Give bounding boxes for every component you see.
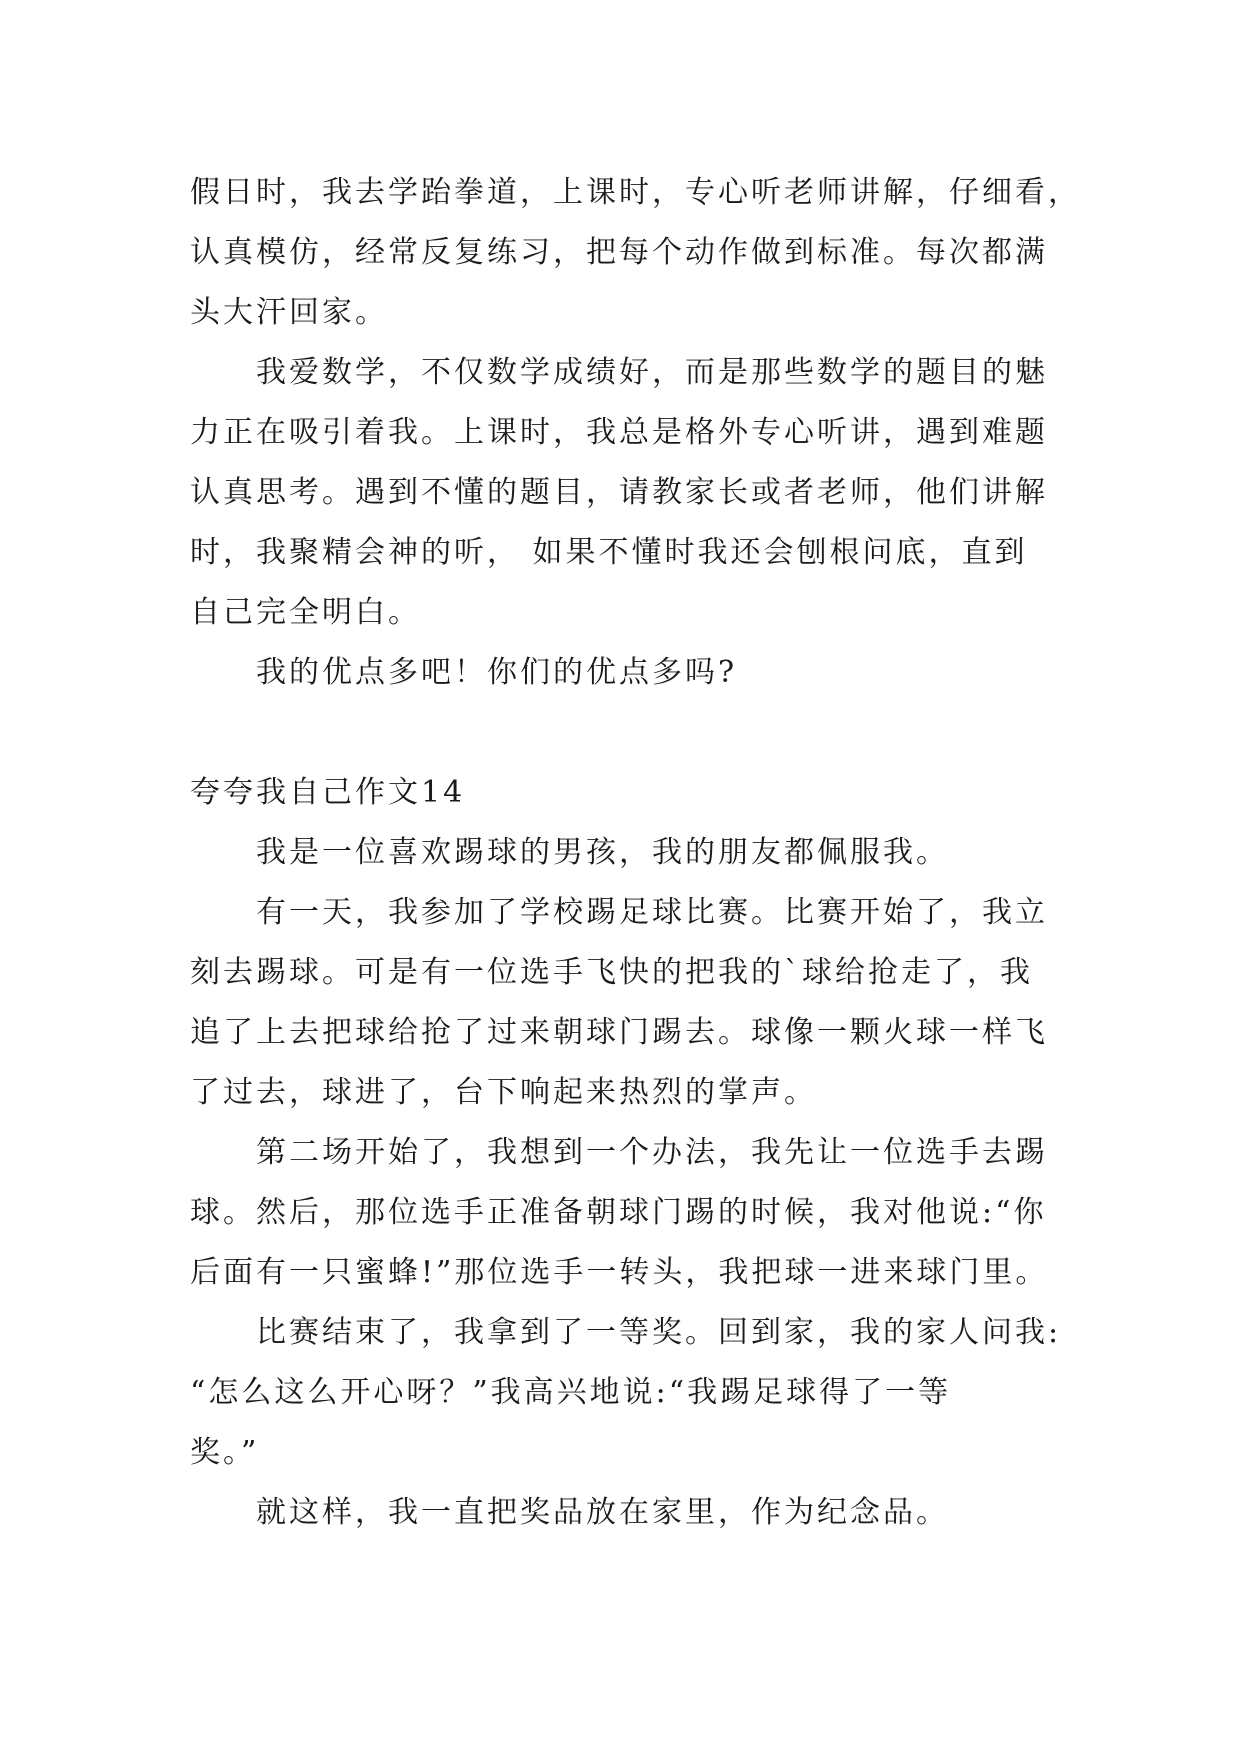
paragraph-line: 奖。”	[190, 1435, 260, 1470]
paragraph-line: 有一天，我参加了学校踢足球比赛。比赛开始了，我立	[256, 895, 1048, 930]
essay-text	[190, 163, 1081, 1543]
paragraph-line: 我的优点多吧！你们的优点多吗?	[256, 655, 738, 690]
paragraph-line: 追了上去把球给抢了过来朝球门踢去。球像一颗火球一样飞	[190, 1015, 1048, 1050]
paragraph-line: 头大汗回家。	[190, 295, 388, 330]
paragraph-line: 了过去，球进了，台下响起来热烈的掌声。	[190, 1075, 817, 1110]
paragraph-line: 我爱数学，不仅数学成绩好，而是那些数学的题目的魅	[256, 355, 1048, 390]
blank-line	[190, 703, 1070, 763]
paragraph-line: 比赛结束了，我拿到了一等奖。回到家，我的家人问我:	[256, 1315, 1062, 1350]
paragraph-line: 假日时，我去学跆拳道，上课时，专心听老师讲解，仔细看，	[190, 175, 1081, 210]
paragraph-line: 我是一位喜欢踢球的男孩，我的朋友都佩服我。	[256, 835, 949, 870]
paragraph-line: 刻去踢球。可是有一位选手飞快的把我的`球给抢走了，我	[190, 955, 1033, 990]
paragraph-line: 认真模仿，经常反复练习，把每个动作做到标准。每次都满	[190, 235, 1048, 270]
paragraph-line: “怎么这么开心呀？”我高兴地说:“我踢足球得了一等	[190, 1375, 952, 1410]
paragraph-line: 时，我聚精会神的听， 如果不懂时我还会刨根问底，直到	[190, 535, 1028, 570]
paragraph-line: 第二场开始了，我想到一个办法，我先让一位选手去踢	[256, 1135, 1048, 1170]
section-title: 夸夸我自己作文14	[190, 775, 466, 810]
paragraph-line: 力正在吸引着我。上课时，我总是格外专心听讲，遇到难题	[190, 415, 1048, 450]
paragraph-line: 自己完全明白。	[190, 595, 421, 630]
paragraph-line: 后面有一只蜜蜂!”那位选手一转头，我把球一进来球门里。	[190, 1255, 1049, 1290]
paragraph-line: 就这样，我一直把奖品放在家里，作为纪念品。	[256, 1495, 949, 1530]
paragraph-line: 认真思考。遇到不懂的题目，请教家长或者老师，他们讲解	[190, 475, 1048, 510]
paragraph-line: 球。然后，那位选手正准备朝球门踢的时候，我对他说:“你	[190, 1195, 1047, 1230]
